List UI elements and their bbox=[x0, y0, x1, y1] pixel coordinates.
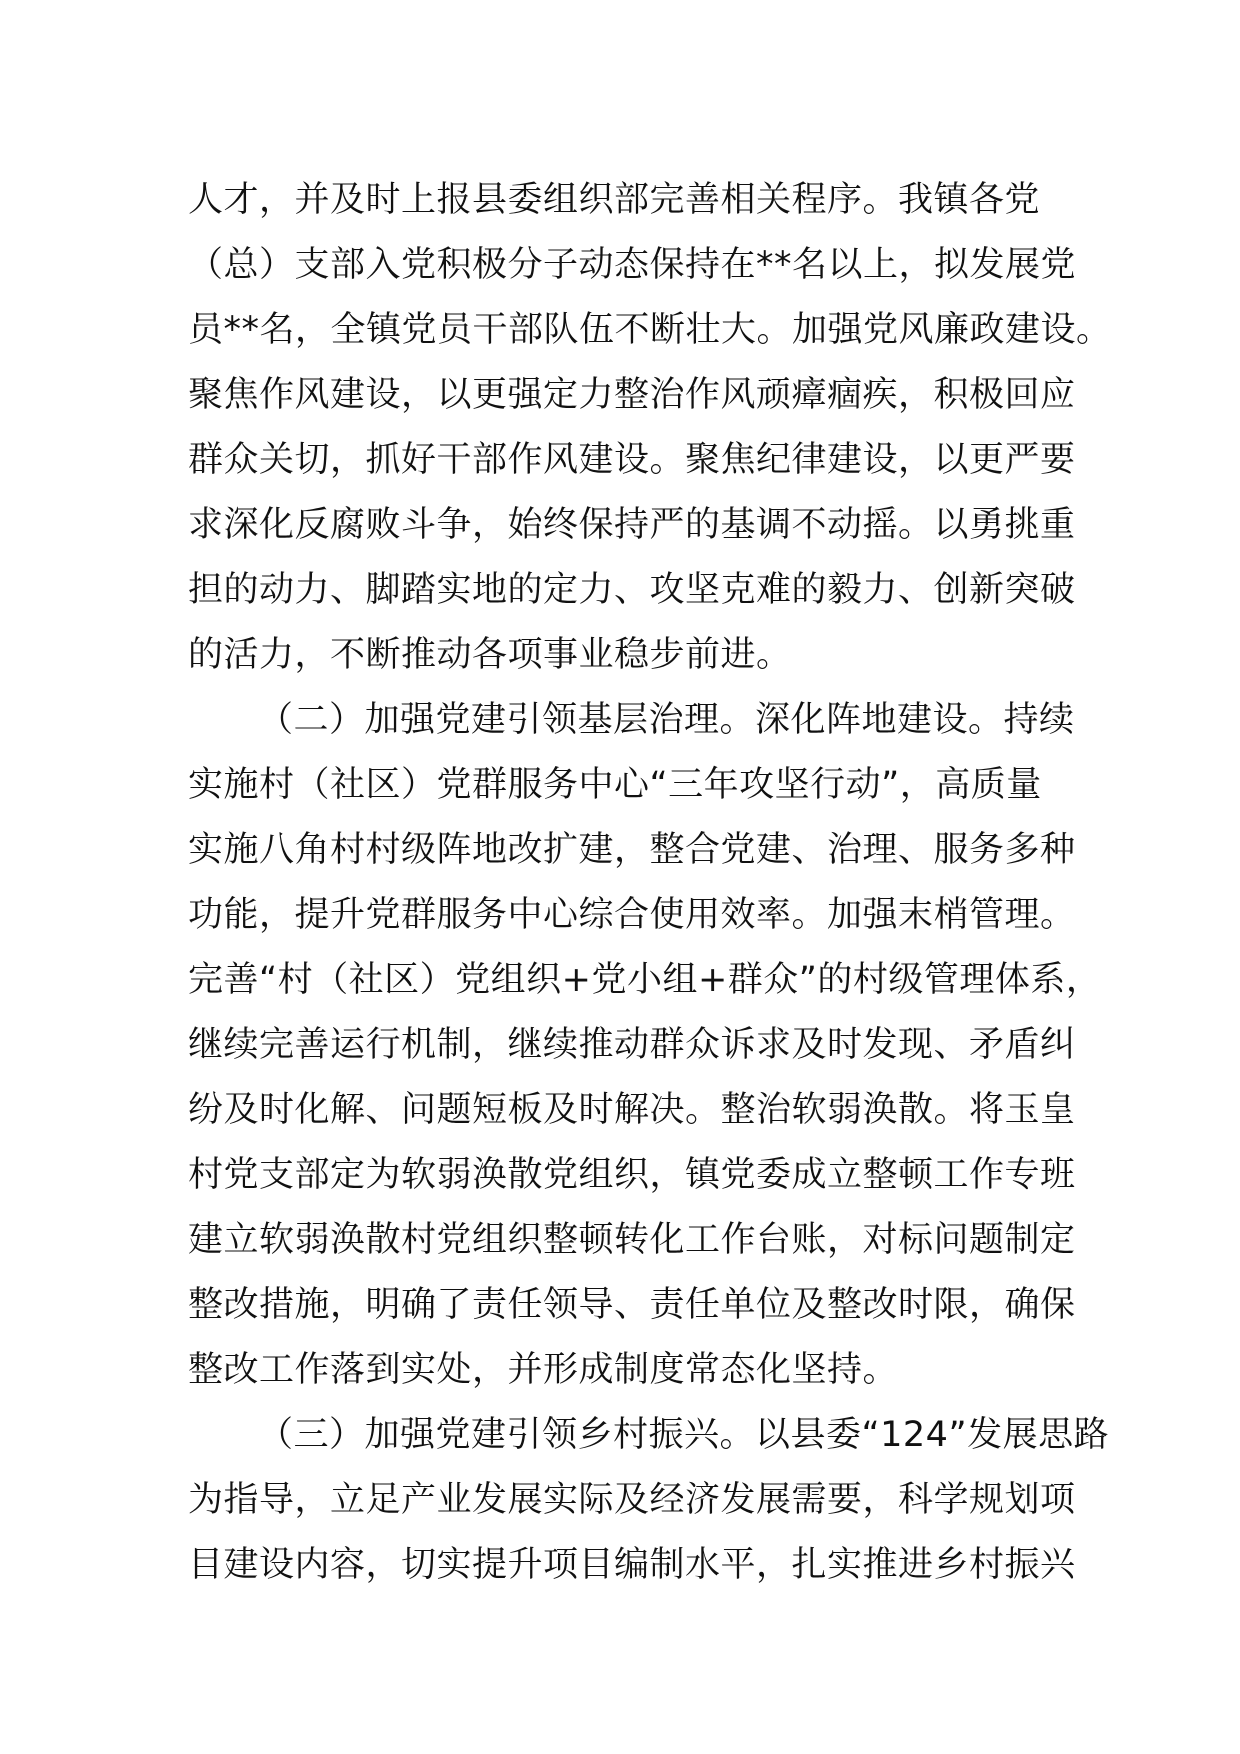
text-line: 目建设内容，切实提升项目编制水平，扎实推进乡村振兴 bbox=[188, 1545, 1076, 1585]
section-heading-line: （三）加强党建引领乡村振兴。以县委“124”发展思路 bbox=[258, 1415, 1110, 1455]
section-heading-line: （二）加强党建引领基层治理。深化阵地建设。持续 bbox=[258, 700, 1075, 740]
body-text bbox=[188, 168, 1112, 1598]
text-line: 的活力，不断推动各项事业稳步前进。 bbox=[188, 635, 792, 675]
text-line: 为指导，立足产业发展实际及经济发展需要，科学规划项 bbox=[188, 1480, 1076, 1520]
text-line: 继续完善运行机制，继续推动群众诉求及时发现、矛盾纠 bbox=[188, 1025, 1076, 1065]
text-line: 建立软弱涣散村党组织整顿转化工作台账，对标问题制定 bbox=[188, 1220, 1076, 1260]
text-line: 功能，提升党群服务中心综合使用效率。加强末梢管理。 bbox=[188, 895, 1076, 935]
text-line: 群众关切，抓好干部作风建设。聚焦纪律建设，以更严要 bbox=[188, 440, 1076, 480]
text-line: 完善“村（社区）党组织+党小组+群众”的村级管理体系， bbox=[188, 960, 1102, 1000]
text-line: （总）支部入党积极分子动态保持在**名以上，拟发展党 bbox=[188, 245, 1077, 285]
text-line: 实施八角村村级阵地改扩建，整合党建、治理、服务多种 bbox=[188, 830, 1076, 870]
text-line: 整改工作落到实处，并形成制度常态化坚持。 bbox=[188, 1350, 899, 1390]
text-line: 聚焦作风建设，以更强定力整治作风顽瘴痼疾，积极回应 bbox=[188, 375, 1076, 415]
text-line: 求深化反腐败斗争，始终保持严的基调不动摇。以勇挑重 bbox=[188, 505, 1076, 545]
text-line: 纷及时化解、问题短板及时解决。整治软弱涣散。将玉皇 bbox=[188, 1090, 1076, 1130]
text-line: 实施村（社区）党群服务中心“三年攻坚行动”，高质量 bbox=[188, 765, 1042, 805]
text-line: 村党支部定为软弱涣散党组织，镇党委成立整顿工作专班 bbox=[188, 1155, 1076, 1195]
text-line: 员**名，全镇党员干部队伍不断壮大。加强党风廉政建设。 bbox=[188, 310, 1112, 350]
text-line: 整改措施，明确了责任领导、责任单位及整改时限，确保 bbox=[188, 1285, 1076, 1325]
text-line: 人才，并及时上报县委组织部完善相关程序。我镇各党 bbox=[188, 180, 1041, 220]
text-line: 担的动力、脚踏实地的定力、攻坚克难的毅力、创新突破 bbox=[188, 570, 1076, 610]
